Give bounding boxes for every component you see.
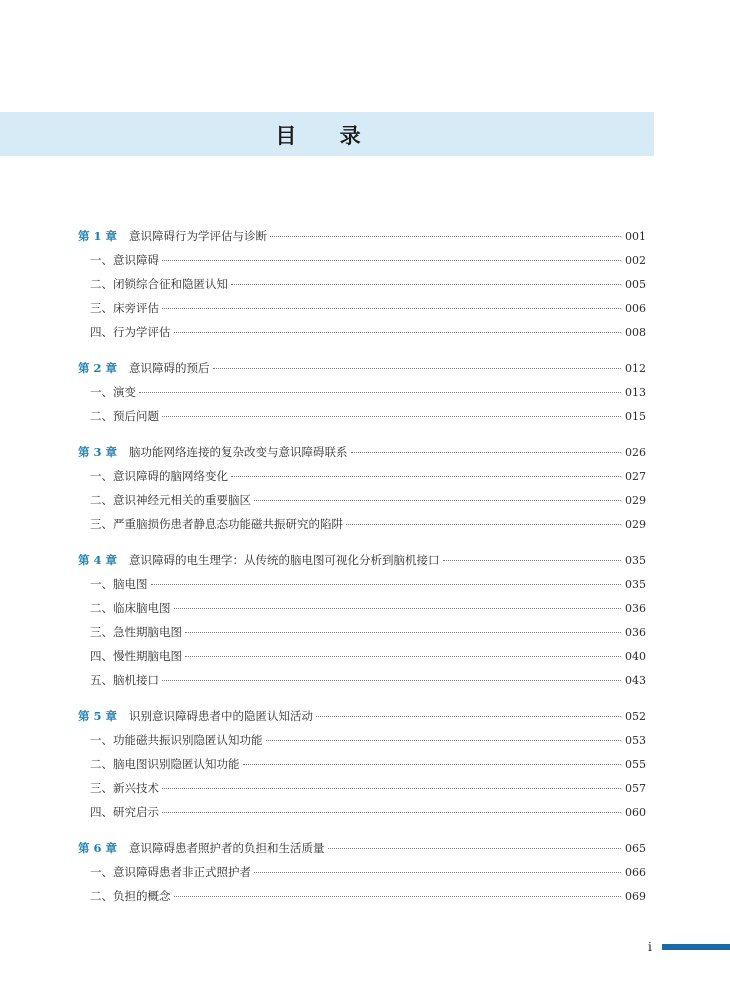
chapter-title: 意识障碍行为学评估与诊断 <box>129 229 268 243</box>
dot-leader <box>270 236 621 237</box>
toc-section-entry[interactable] <box>78 320 646 344</box>
chapter-label: 第 1 章 <box>78 229 118 243</box>
section-title: 五、脑机接口 <box>90 673 159 687</box>
dot-leader <box>254 500 621 501</box>
folio-accent-bar <box>662 944 730 950</box>
section-title: 四、行为学评估 <box>90 325 171 339</box>
dot-leader <box>162 788 621 789</box>
page-number: i <box>648 940 652 954</box>
page-title: 目 录 <box>275 124 379 148</box>
chapter-title: 意识障碍的电生理学：从传统的脑电图可视化分析到脑机接口 <box>129 553 440 567</box>
section-page-number: 029 <box>625 494 646 507</box>
section-title: 二、临床脑电图 <box>90 601 171 615</box>
section-page-number: 055 <box>625 758 646 771</box>
dot-leader <box>162 680 621 681</box>
toc-chapter-block <box>78 548 646 692</box>
toc-section-entry[interactable] <box>78 272 646 296</box>
section-page-number: 043 <box>625 674 646 687</box>
section-title: 一、演变 <box>90 385 136 399</box>
section-title: 一、功能磁共振识别隐匿认知功能 <box>90 733 263 747</box>
chapter-title: 识别意识障碍患者中的隐匿认知活动 <box>129 709 314 723</box>
chapter-page-number: 001 <box>625 230 646 243</box>
section-title: 一、脑电图 <box>90 577 148 591</box>
title-band <box>0 112 654 156</box>
chapter-title: 意识障碍患者照护者的负担和生活质量 <box>129 841 325 855</box>
section-title: 四、慢性期脑电图 <box>90 649 182 663</box>
dot-leader <box>346 524 621 525</box>
dot-leader <box>231 284 621 285</box>
toc-section-entry[interactable] <box>78 404 646 428</box>
dot-leader <box>231 476 621 477</box>
dot-leader <box>174 608 622 609</box>
dot-leader <box>139 392 621 393</box>
toc-chapter-block <box>78 356 646 428</box>
chapter-page-number: 035 <box>625 554 646 567</box>
toc-chapter-block <box>78 224 646 344</box>
section-title: 三、急性期脑电图 <box>90 625 182 639</box>
toc-section-entry[interactable] <box>78 860 646 884</box>
section-title: 二、闭锁综合征和隐匿认知 <box>90 277 228 291</box>
chapter-label: 第 3 章 <box>78 445 118 459</box>
section-title: 二、脑电图识别隐匿认知功能 <box>90 757 240 771</box>
toc-section-entry[interactable] <box>78 296 646 320</box>
toc-chapter-entry[interactable] <box>78 224 646 248</box>
toc-chapter-entry[interactable] <box>78 440 646 464</box>
toc-section-entry[interactable] <box>78 488 646 512</box>
dot-leader <box>443 560 621 561</box>
chapter-page-number: 065 <box>625 842 646 855</box>
table-of-contents <box>78 224 646 920</box>
chapter-title: 脑功能网络连接的复杂改变与意识障碍联系 <box>129 445 348 459</box>
dot-leader <box>243 764 622 765</box>
toc-chapter-block <box>78 440 646 536</box>
toc-section-entry[interactable] <box>78 572 646 596</box>
section-title: 一、意识障碍 <box>90 253 159 267</box>
dot-leader <box>151 584 622 585</box>
toc-section-entry[interactable] <box>78 596 646 620</box>
toc-chapter-entry[interactable] <box>78 836 646 860</box>
section-page-number: 002 <box>625 254 646 267</box>
toc-section-entry[interactable] <box>78 884 646 908</box>
toc-section-entry[interactable] <box>78 644 646 668</box>
chapter-label: 第 4 章 <box>78 553 118 567</box>
dot-leader <box>162 416 621 417</box>
toc-section-entry[interactable] <box>78 248 646 272</box>
chapter-page-number: 026 <box>625 446 646 459</box>
toc-chapter-block <box>78 836 646 908</box>
section-title: 一、意识障碍的脑网络变化 <box>90 469 228 483</box>
dot-leader <box>185 656 621 657</box>
section-page-number: 053 <box>625 734 646 747</box>
dot-leader <box>162 260 621 261</box>
dot-leader <box>351 452 621 453</box>
dot-leader <box>266 740 622 741</box>
toc-section-entry[interactable] <box>78 668 646 692</box>
dot-leader <box>254 872 621 873</box>
section-page-number: 040 <box>625 650 646 663</box>
chapter-page-number: 052 <box>625 710 646 723</box>
toc-chapter-block <box>78 704 646 824</box>
section-page-number: 029 <box>625 518 646 531</box>
dot-leader <box>162 308 621 309</box>
section-title: 二、预后问题 <box>90 409 159 423</box>
chapter-label: 第 6 章 <box>78 841 118 855</box>
dot-leader <box>174 332 622 333</box>
dot-leader <box>328 848 621 849</box>
section-page-number: 013 <box>625 386 646 399</box>
toc-chapter-entry[interactable] <box>78 356 646 380</box>
section-page-number: 066 <box>625 866 646 879</box>
toc-section-entry[interactable] <box>78 776 646 800</box>
section-page-number: 036 <box>625 602 646 615</box>
section-page-number: 027 <box>625 470 646 483</box>
section-page-number: 006 <box>625 302 646 315</box>
dot-leader <box>174 896 622 897</box>
toc-section-entry[interactable] <box>78 800 646 824</box>
toc-section-entry[interactable] <box>78 464 646 488</box>
toc-section-entry[interactable] <box>78 512 646 536</box>
section-page-number: 008 <box>625 326 646 339</box>
dot-leader <box>162 812 621 813</box>
dot-leader <box>185 632 621 633</box>
toc-chapter-entry[interactable] <box>78 548 646 572</box>
section-title: 二、意识神经元相关的重要脑区 <box>90 493 251 507</box>
section-title: 三、新兴技术 <box>90 781 159 795</box>
section-title: 三、床旁评估 <box>90 301 159 315</box>
toc-section-entry[interactable] <box>78 752 646 776</box>
section-page-number: 057 <box>625 782 646 795</box>
chapter-label: 第 5 章 <box>78 709 118 723</box>
section-title: 四、研究启示 <box>90 805 159 819</box>
section-title: 一、意识障碍患者非正式照护者 <box>90 865 251 879</box>
section-title: 二、负担的概念 <box>90 889 171 903</box>
chapter-label: 第 2 章 <box>78 361 118 375</box>
section-page-number: 005 <box>625 278 646 291</box>
toc-section-entry[interactable] <box>78 620 646 644</box>
section-page-number: 060 <box>625 806 646 819</box>
section-title: 三、严重脑损伤患者静息态功能磁共振研究的陷阱 <box>90 517 343 531</box>
chapter-title: 意识障碍的预后 <box>129 361 210 375</box>
toc-section-entry[interactable] <box>78 728 646 752</box>
section-page-number: 035 <box>625 578 646 591</box>
chapter-page-number: 012 <box>625 362 646 375</box>
dot-leader <box>316 716 621 717</box>
toc-chapter-entry[interactable] <box>78 704 646 728</box>
section-page-number: 069 <box>625 890 646 903</box>
dot-leader <box>213 368 621 369</box>
section-page-number: 015 <box>625 410 646 423</box>
section-page-number: 036 <box>625 626 646 639</box>
toc-section-entry[interactable] <box>78 380 646 404</box>
